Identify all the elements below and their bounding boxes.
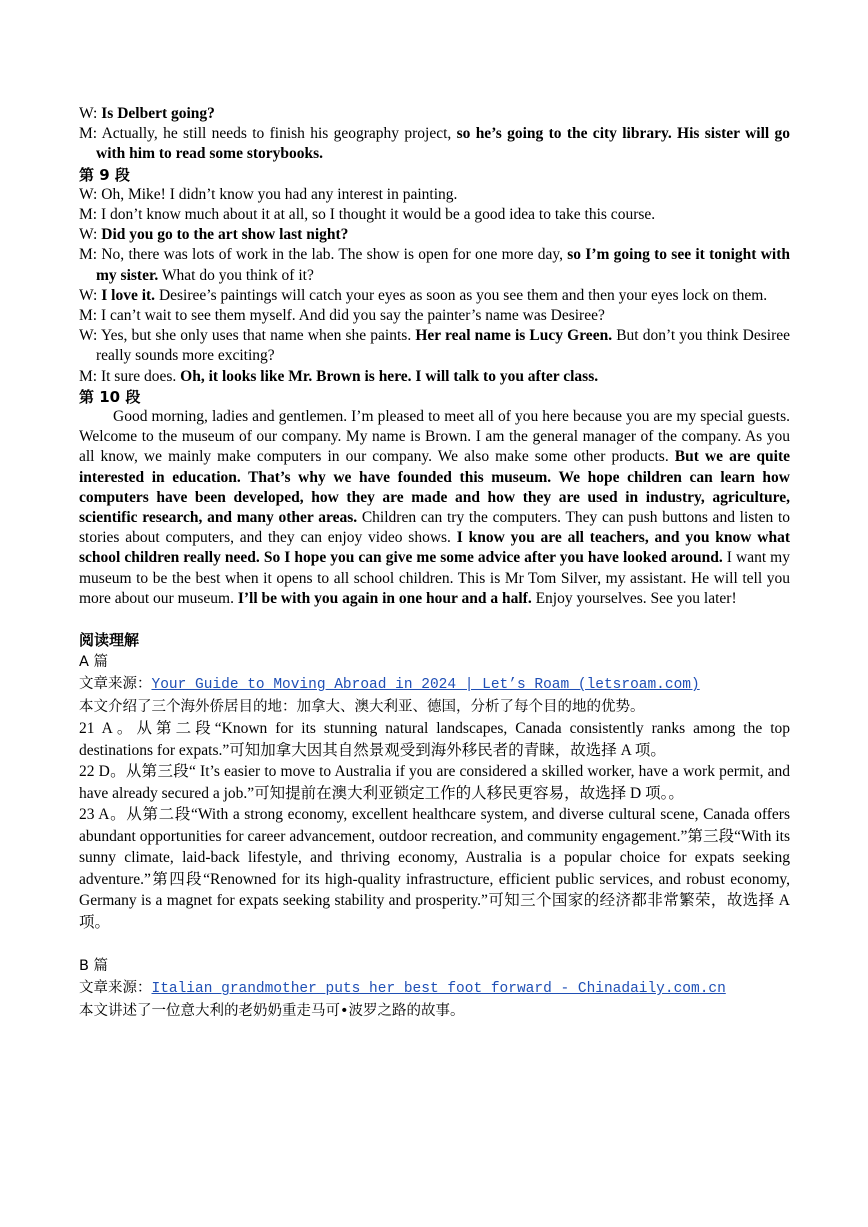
dialogue-line [79,104,790,124]
speaker-label: W: [79,286,98,304]
spacer [79,609,790,629]
normal-text: I want my museum to be the best when it opens to all school children. This is Mr Tom Silver, my assistant. He will tell you more about our museum. [79,549,790,607]
dialogue-section-8 [79,104,790,165]
section-heading-9: 第 9 段 [79,165,130,184]
part-b-source [79,977,790,1000]
speaker-label: M: [79,246,98,264]
dialogue-line [79,245,790,285]
part-b-heading: B 篇 [79,958,109,975]
normal-text: Children can try the computers. They can push buttons and listen to stories about computers, and they can enjoy video shows. [79,509,790,547]
bold-text: But we are quite interested in education. That’s why we have founded this museum. We hope children can learn how computers have been developed, how they are made and how they are used in industry, agriculture, scientific research, and many other areas. [79,448,790,527]
speaker-label: W: [79,185,98,203]
source-label: 文章来源： [79,980,152,997]
bold-text: I’ll be with you again in one hour and a half. [237,589,532,607]
speaker-label: M: [79,367,98,385]
normal-text: No, there was lots of work in the lab. The show is open for one more day, [101,246,568,264]
bold-text: I love it. [101,286,156,304]
bold-text: Did you go to the art show last night? [101,226,349,244]
normal-text: Oh, Mike! I didn’t know you had any interest in painting. [101,185,458,203]
normal-text: But don’t you think Desiree really sounds more exciting? [96,327,791,365]
reading-heading: 阅读理解 [79,631,140,650]
normal-text: Actually, he still needs to finish his geography project, [101,125,457,143]
dialogue-line [79,286,790,306]
normal-text: It sure does. [100,367,181,385]
source-link[interactable]: Your Guide to Moving Abroad in 2024 | Let’s Roam (letsroam.com) [151,677,700,694]
dialogue-line [79,205,790,225]
answer-22: 22 D。从第三段“ It’s easier to move to Australia if you are considered a skilled worker, have a work permit, and have already secured a job.”可知提前在澳大利亚锁定工作的人移民更容易，故选择 D 项。。 [79,763,790,802]
part-a-heading: A 篇 [79,654,109,671]
bold-text: Is Delbert going? [101,105,215,122]
bold-text: Her real name is Lucy Green. [415,327,613,345]
dialogue-section-9 [79,185,790,387]
answer-23: 23 A。从第二段“With a strong economy, excellent healthcare system, and diverse cultural scene, Canada offers abundant opportunities for career advancement, outdoor recreation, and community engagement.”第三段“With its sunny climate, laid-back lifestyle, and thriving economy, Australia is a popular choice for expats seeking adventure.”第四段“Renowned for its high-quality infrastructure, efficient public services, and robust economy, Germany is a magnet for expats seeking stability and prosperity.”可知三个国家的经济都非常繁荣，故选择 A 项。 [79,806,790,931]
speaker-label: M: [79,206,98,224]
normal-text: I don’t know much about it at all, so I thought it would be a good idea to take this course. [100,206,656,224]
section-10-paragraph [79,407,790,609]
normal-text: Good morning, ladies and gentlemen. I’m pleased to meet all of you here because you are my special guests. Welcome to the museum of our company. My name is Brown. I am the general manager of the company. As you all know, we mainly make computers in our company. We also make some other products. [79,408,790,466]
source-link[interactable]: Italian grandmother puts her best foot forward - Chinadaily.com.cn [151,981,726,998]
speaker-label: M: [79,307,98,325]
spacer [79,933,790,955]
dialogue-line [79,124,790,164]
dialogue-line [79,185,790,205]
bold-text: I know you are all teachers, and you know what school children really need. So I hope you can give me some advice after you have looked around. [79,529,790,567]
normal-text: Desiree’s paintings will catch your eyes as soon as you see them and then your eyes lock on them. [155,286,768,304]
dialogue-line [79,225,790,245]
part-a-source [79,673,790,696]
source-label: 文章来源： [79,676,152,693]
bold-text: so he’s going to the city library. His sister will go with him to read some storybooks. [96,125,791,163]
bold-text: so I’m going to see it tonight with my sister. [96,246,790,284]
document-page [79,104,790,1022]
section-heading-10: 第 10 段 [79,387,141,406]
normal-text: Enjoy yourselves. See you later! [531,589,737,607]
normal-text: I can’t wait to see them myself. And did you say the painter’s name was Desiree? [100,307,605,325]
dialogue-line [79,367,790,387]
part-a-summary: 本文介绍了三个海外侨居目的地：加拿大、澳大利亚、德国，分析了每个目的地的优势。 [79,699,645,716]
dialogue-line [79,326,790,366]
part-b-summary: 本文讲述了一位意大利的老奶奶重走马可•波罗之路的故事。 [79,1003,465,1020]
speaker-label: M: [79,125,98,143]
speaker-label: W: [79,226,98,244]
dialogue-line [79,306,790,326]
speaker-label: W: [79,327,98,345]
speaker-label: W: [79,105,98,122]
normal-text: What do you think of it? [158,266,314,284]
bold-text: Oh, it looks like Mr. Brown is here. I will talk to you after class. [180,367,599,385]
normal-text: Yes, but she only uses that name when she paints. [100,327,416,345]
answer-21: 21 A。从第二段“Known for its stunning natural landscapes, Canada consistently ranks among the top destinations for expats.”可知加拿大因其自然景观受到海外移民者的青睐，故选择 A 项。 [79,720,790,759]
